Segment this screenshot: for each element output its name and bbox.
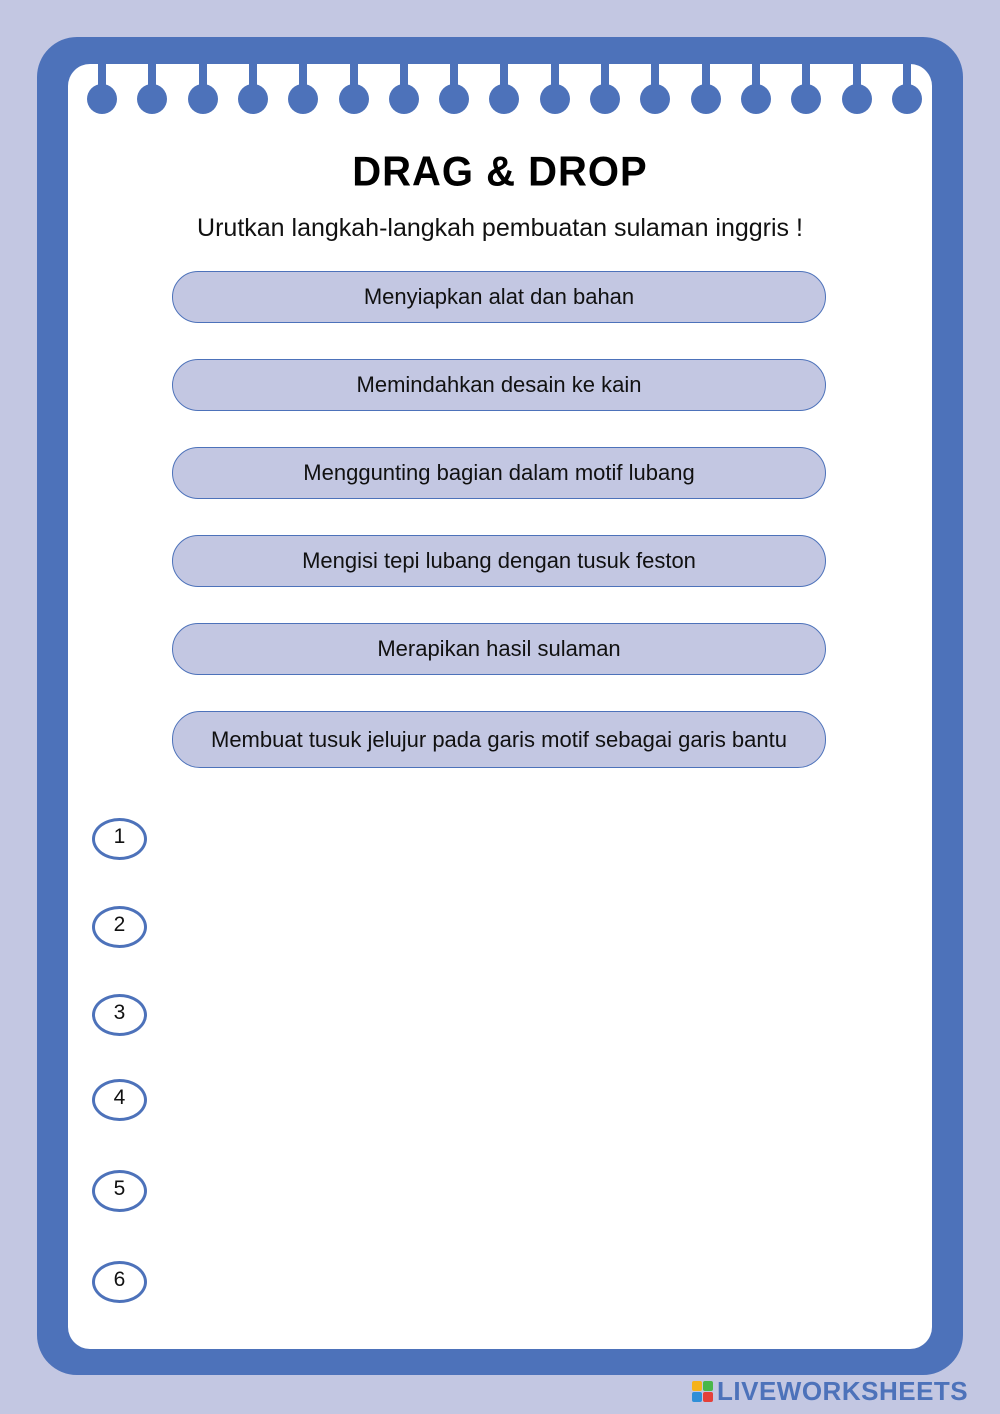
drag-option-5[interactable]: Merapikan hasil sulaman	[172, 623, 826, 675]
drop-zone-6[interactable]	[160, 1260, 920, 1304]
binder-ring-icon	[87, 60, 117, 116]
binder-ring-icon	[842, 60, 872, 116]
liveworksheets-logo-text: LIVEWORKSHEETS	[717, 1376, 969, 1406]
slot-number-3: 3	[92, 994, 147, 1036]
drop-zone-1[interactable]	[160, 817, 920, 861]
page-title: DRAG & DROP	[352, 148, 648, 196]
slot-number-1: 1	[92, 818, 147, 860]
binder-ring-icon	[389, 60, 419, 116]
notebook-paper	[68, 64, 932, 1349]
drag-option-6[interactable]: Membuat tusuk jelujur pada garis motif sebagai garis bantu	[172, 711, 826, 768]
drop-zone-3[interactable]	[160, 993, 920, 1037]
drag-option-4[interactable]: Mengisi tepi lubang dengan tusuk feston	[172, 535, 826, 587]
binder-ring-icon	[288, 60, 318, 116]
binder-ring-icon	[691, 60, 721, 116]
binder-ring-icon	[137, 60, 167, 116]
drag-option-3[interactable]: Menggunting bagian dalam motif lubang	[172, 447, 826, 499]
slot-number-5: 5	[92, 1170, 147, 1212]
binder-ring-icon	[741, 60, 771, 116]
binder-ring-icon	[590, 60, 620, 116]
binder-ring-icon	[791, 60, 821, 116]
liveworksheets-branding	[692, 1376, 968, 1407]
slot-number-6: 6	[92, 1261, 147, 1303]
drop-zone-5[interactable]	[160, 1169, 920, 1213]
binder-ring-icon	[188, 60, 218, 116]
drag-option-2[interactable]: Memindahkan desain ke kain	[172, 359, 826, 411]
binder-ring-icon	[238, 60, 268, 116]
liveworksheets-logo-icon	[692, 1381, 713, 1402]
binder-ring-icon	[540, 60, 570, 116]
drag-option-1[interactable]: Menyiapkan alat dan bahan	[172, 271, 826, 323]
binder-ring-icon	[640, 60, 670, 116]
slot-number-2: 2	[92, 906, 147, 948]
binder-ring-icon	[439, 60, 469, 116]
instruction-text: Urutkan langkah-langkah pembuatan sulaman inggris !	[197, 214, 803, 242]
binder-ring-icon	[489, 60, 519, 116]
drop-zone-2[interactable]	[160, 905, 920, 949]
binder-ring-icon	[892, 60, 922, 116]
binder-ring-icon	[339, 60, 369, 116]
slot-number-4: 4	[92, 1079, 147, 1121]
drop-zone-4[interactable]	[160, 1078, 920, 1122]
